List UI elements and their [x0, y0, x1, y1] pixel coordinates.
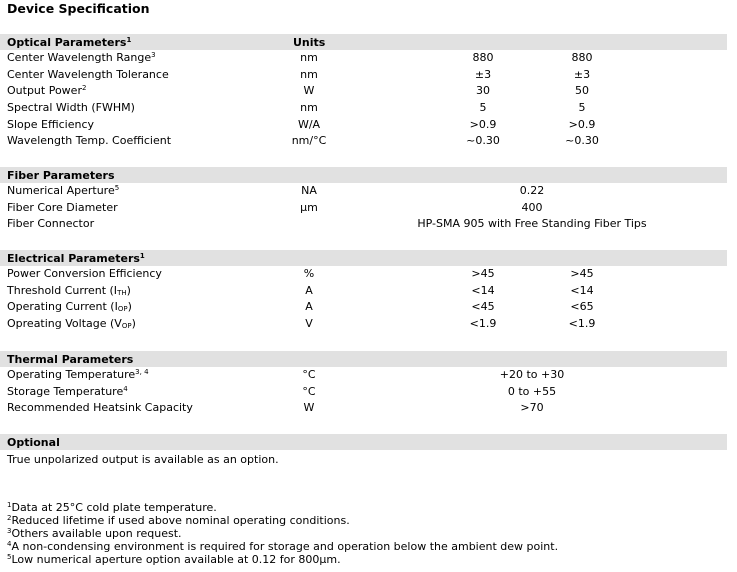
electrical-rows [0, 266, 727, 333]
electrical-row [0, 316, 727, 333]
unit-cell: A [305, 300, 313, 314]
optical-section [0, 34, 727, 150]
thermal-header [0, 351, 727, 367]
value-cell-1: <14 [471, 283, 495, 297]
page-title: Device Specification [7, 1, 150, 16]
footnote [7, 553, 558, 566]
param-label: Output Power$^2$ [7, 84, 87, 98]
unit-cell: % [303, 267, 315, 280]
fiber-header-label: Fiber Parameters [7, 168, 115, 182]
unit-cell: nm [300, 67, 318, 81]
footnote-number: 5 [7, 553, 12, 561]
unit-cell: V [305, 317, 313, 331]
value-cell-1: 30 [476, 84, 490, 98]
value-cell-2: <1.9 [568, 317, 596, 331]
param-label: Operating Temperature$^{3, 4}$ [7, 368, 149, 381]
unit-cell: °C [302, 368, 316, 381]
param-subscript: TH [117, 288, 127, 297]
param-label: Center Wavelength Range$^3$ [7, 51, 156, 64]
param-footnote-ref: 4 [123, 384, 128, 393]
unit-cell: W/A [297, 117, 321, 131]
footnote-text: Low numerical aperture option available at 0.12 for 800μm. [11, 553, 341, 566]
unit-cell: W [303, 401, 315, 415]
electrical-header [0, 250, 727, 266]
value-cell-2: ~0.30 [565, 134, 599, 148]
footnote-number: 1 [7, 501, 12, 509]
value-cell: 0.22 [519, 184, 545, 197]
footnote [7, 527, 558, 540]
optical-row [0, 83, 727, 100]
thermal-section [0, 351, 727, 417]
value-cell-1: <45 [471, 300, 495, 314]
unit-cell: nm [300, 101, 318, 115]
param-label: Threshold Current $(I_{TH})$ [7, 283, 131, 297]
footnote [7, 514, 558, 527]
electrical-header-sup: 1 [139, 251, 145, 260]
footnote-text: Reduced lifetime if used above nominal operating conditions. [11, 514, 350, 527]
optional-text: True unpolarized output is available as an option. [7, 453, 279, 466]
value-cell-1: ~0.30 [466, 134, 500, 148]
unit-cell: °C [302, 384, 316, 398]
footnote-text: Others available upon request. [11, 527, 182, 540]
param-subscript: OP [117, 305, 128, 314]
unit-cell: A [305, 283, 313, 297]
optical-row [0, 50, 727, 67]
value-cell-1: 5 [479, 101, 487, 115]
unit-cell: nm/°C [291, 134, 327, 148]
thermal-row [0, 400, 727, 417]
fiber-rows [0, 183, 727, 233]
electrical-row [0, 283, 727, 300]
footnote-text: Data at 25°C cold plate temperature. [11, 501, 217, 514]
param-label: Operating Current $(I_{OP})$ [7, 300, 132, 314]
param-label: Power Conversion Efficiency [7, 267, 162, 280]
optical-rows [0, 50, 727, 150]
value-cell: HP-SMA 905 with Free Standing Fiber Tips [417, 217, 647, 231]
optical-row [0, 67, 727, 84]
param-footnote-ref: 5 [114, 184, 120, 192]
value-cell-2: <14 [570, 283, 594, 297]
param-footnote-ref: 3, 4 [135, 368, 149, 376]
unit-cell: nm [300, 51, 318, 64]
thermal-row [0, 367, 727, 384]
thermal-row [0, 384, 727, 401]
value-cell: +20 to +30 [499, 368, 565, 381]
value-cell-1: >45 [471, 267, 495, 280]
value-cell-2: 50 [575, 84, 589, 98]
param-label: Fiber Core Diameter [7, 200, 118, 214]
footnotes [7, 501, 558, 566]
optical-row [0, 133, 727, 150]
footnote [7, 540, 558, 553]
value-cell-2: 880 [571, 51, 593, 64]
param-label: Numerical Aperture$^5$ [7, 184, 120, 197]
value-cell: 0 to +55 [507, 384, 557, 398]
optional-header [0, 434, 727, 450]
footnote-number: 2 [7, 514, 12, 522]
value-cell-1: <1.9 [469, 317, 497, 331]
value-cell-1: ±3 [474, 67, 492, 81]
param-label: Center Wavelength Tolerance [7, 67, 169, 81]
unit-cell: NA [301, 184, 317, 197]
electrical-row [0, 299, 727, 316]
electrical-header-label: Electrical Parameters [7, 251, 140, 265]
optical-row [0, 117, 727, 134]
optical-row [0, 100, 727, 117]
electrical-section [0, 250, 727, 333]
param-footnote-ref: 3 [151, 51, 156, 59]
fiber-section [0, 167, 727, 233]
optical-header-label: Optical Parameters [7, 35, 127, 49]
unit-cell: μm [300, 200, 318, 214]
electrical-row [0, 266, 727, 283]
param-subscript: OP [121, 322, 132, 331]
optical-header-sup: 1 [126, 35, 132, 44]
value-cell: 400 [521, 200, 543, 214]
unit-cell: W [303, 84, 315, 98]
param-label: Opreating Voltage $(V_{OP})$ [7, 317, 136, 331]
value-cell-2: 5 [578, 101, 586, 115]
footnote-number: 3 [7, 527, 12, 535]
optional-header-label: Optional [7, 435, 60, 449]
footnote [7, 501, 558, 514]
value-cell-1: >0.9 [469, 117, 497, 131]
param-label: Spectral Width (FWHM) [7, 101, 135, 115]
param-label: Fiber Connector [7, 217, 95, 231]
fiber-row [0, 200, 727, 217]
fiber-row [0, 216, 727, 233]
fiber-row [0, 183, 727, 200]
value-cell-2: <65 [570, 300, 594, 314]
value-cell-2: >45 [570, 267, 594, 280]
units-header: Units [293, 35, 326, 49]
param-label: Wavelength Temp. Coefficient [7, 134, 172, 148]
value-cell-1: 880 [472, 51, 494, 64]
value-cell-2: >0.9 [568, 117, 596, 131]
footnote-number: 4 [7, 540, 12, 548]
fiber-header [0, 167, 727, 183]
optional-section [0, 434, 727, 450]
footnote-text: A non-condensing environment is required for storage and operation below the ambient dew point. [11, 540, 559, 553]
param-footnote-ref: 2 [81, 84, 87, 93]
param-label: Recommended Heatsink Capacity [7, 401, 193, 415]
param-label: Storage Temperature$^4$ [7, 384, 128, 398]
param-label: Slope Efficiency [7, 117, 95, 131]
thermal-header-label: Thermal Parameters [7, 352, 134, 366]
value-cell-2: ±3 [573, 67, 591, 81]
optical-header [0, 34, 727, 50]
thermal-rows [0, 367, 727, 417]
value-cell: >70 [520, 401, 544, 415]
